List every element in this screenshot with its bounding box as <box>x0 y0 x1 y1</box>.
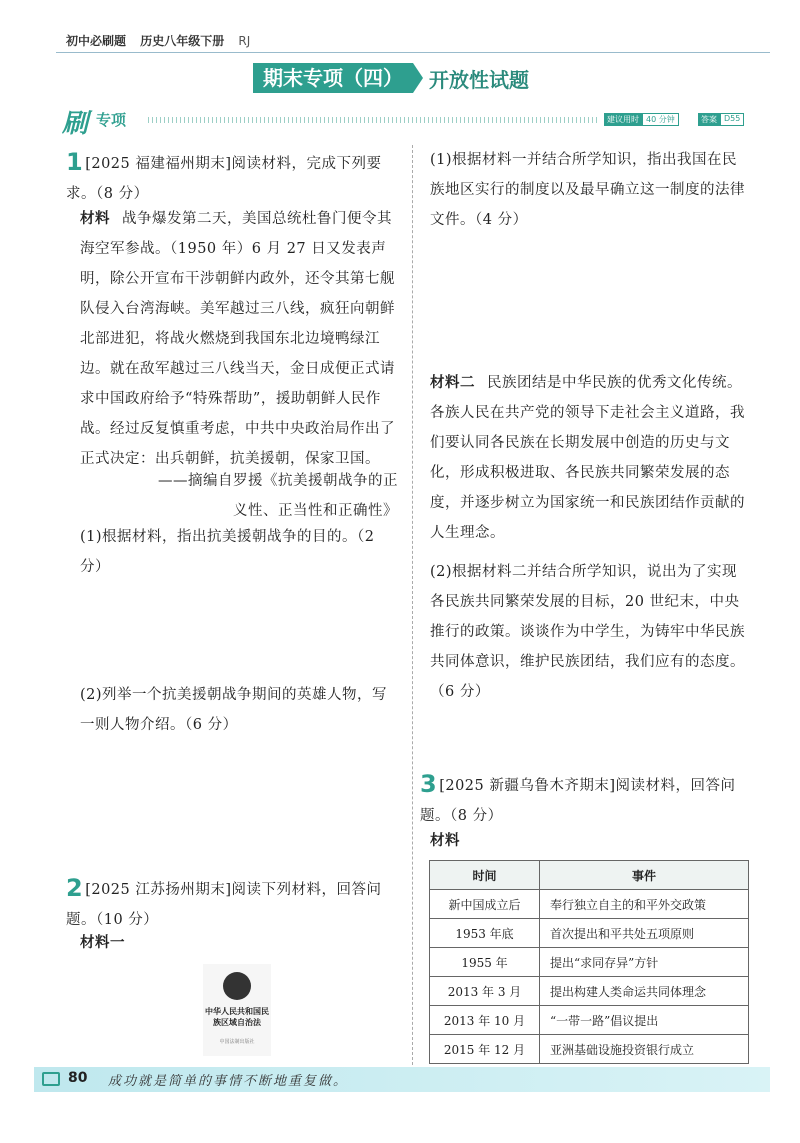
suggested-time <box>604 113 679 126</box>
material-label: 材料一 <box>80 935 125 951</box>
question-number: 3 <box>420 770 438 798</box>
question-3-stem <box>420 769 754 831</box>
table-header: 时间 <box>430 861 540 890</box>
law-book-cover-image <box>203 964 271 1056</box>
title-arrow-icon <box>413 63 423 93</box>
question-2-material2 <box>430 368 752 548</box>
question-number: 2 <box>66 874 84 902</box>
title-part1: 期末专项（四） <box>253 63 413 93</box>
running-header <box>66 32 260 49</box>
national-emblem-icon <box>223 972 251 1000</box>
time-value: 40 分钟 <box>642 113 679 126</box>
table-cell: 首次提出和平共处五项原则 <box>540 919 749 948</box>
table-row <box>430 919 749 948</box>
header-divider <box>56 52 770 53</box>
question-number: 1 <box>66 148 84 176</box>
events-table <box>429 860 749 1064</box>
question-2-stem <box>66 873 402 935</box>
table-header: 事件 <box>540 861 749 890</box>
table-row <box>430 1006 749 1035</box>
book-name: 初中必刷题 <box>66 34 127 48</box>
table-cell: 奉行独立自主的和平外交政策 <box>540 890 749 919</box>
question-2-sub1: (1)根据材料一并结合所学知识，指出我国在民族地区实行的制度以及最早确立这一制度的法律文件。（4 分） <box>430 152 745 228</box>
table-cell: 新中国成立后 <box>430 890 540 919</box>
page-number: 80 <box>68 1070 88 1086</box>
column-divider <box>412 145 413 1065</box>
table-row <box>430 1035 749 1064</box>
material-text: 民族团结是中华民族的优秀文化传统。各族人民在共产党的领导下走社会主义道路，我们要认同各民族在长期发展中创造的历史与文化，形成积极进取、各民族共同繁荣发展的态度，并逐步树立为国家统一和民族团结作贡献的人生理念。 <box>430 375 745 541</box>
question-text: [2025 新疆乌鲁木齐期末]阅读材料，回答问题。（8 分） <box>420 778 736 824</box>
section-brand: 刷 <box>62 109 89 139</box>
question-1-sub2: (2)列举一个抗美援朝战争期间的英雄人物，写一则人物介绍。（6 分） <box>80 687 388 733</box>
section-name: 专项 <box>96 111 127 129</box>
material-text: 战争爆发第二天，美国总统杜鲁门便令其海空军参战。（1950 年）6 月 27 日又发表声明，除公开宣布干涉朝鲜内政外，还令其第七舰队侵入台湾海峡。美军越过三八线，疯狂向朝鲜北部进犯，将战火燃烧到我国东北边境鸭绿江边。就在敌军越过三八线当天，金日成便正式请求中国政府给予“特殊帮助”，援助朝鲜人民作战。经过反复慎重考虑，中共中央政治局作出了正式决定：出兵朝鲜，抗美援朝，保家卫国。 <box>80 211 395 467</box>
material-source: ——摘编自罗援《抗美援朝战争的正义性、正当性和正确性》 <box>158 473 398 519</box>
table-cell: 亚洲基础设施投资银行成立 <box>540 1035 749 1064</box>
question-1-sub1: (1)根据材料，指出抗美援朝战争的目的。（2 分） <box>80 529 375 575</box>
page-footer <box>34 1067 770 1092</box>
material-label: 材料 <box>430 833 460 849</box>
table-cell: 2013 年 10 月 <box>430 1006 540 1035</box>
edition-label: RJ <box>238 34 251 48</box>
question-text: [2025 福建福州期末]阅读材料，完成下列要求。（8 分） <box>66 156 382 202</box>
table-row <box>430 890 749 919</box>
question-1-stem <box>66 147 402 209</box>
section-bar <box>62 103 754 139</box>
question-1-material <box>80 204 398 474</box>
title-part2: 开放性试题 <box>429 67 529 92</box>
subject-name: 历史八年级下册 <box>140 34 225 48</box>
table-cell: 1953 年底 <box>430 919 540 948</box>
page-title <box>253 63 529 93</box>
material-label: 材料 <box>80 211 110 227</box>
footer-motto: 成功就是简单的事情不断地重复做。 <box>108 1074 349 1089</box>
table-row <box>430 948 749 977</box>
table-cell: “一带一路”倡议提出 <box>540 1006 749 1035</box>
table-row <box>430 977 749 1006</box>
table-cell: 提出“求同存异”方针 <box>540 948 749 977</box>
dotted-rule <box>148 117 598 123</box>
material-label: 材料二 <box>430 375 475 391</box>
answer-value: D55 <box>720 113 744 126</box>
question-3-material-label <box>430 826 630 856</box>
book-cover-title: 中华人民共和国民族区域自治法 <box>205 1007 269 1027</box>
table-cell: 1955 年 <box>430 948 540 977</box>
table-cell: 2013 年 3 月 <box>430 977 540 1006</box>
question-2-sub2: (2)根据材料二并结合所学知识，说出为了实现各民族共同繁荣发展的目标，20 世纪末，中央推行的政策。谈谈作为中学生，为铸牢中华民族共同体意识，维护民族团结，我们应有的态度。（6 分） <box>430 564 745 700</box>
table-cell: 提出构建人类命运共同体理念 <box>540 977 749 1006</box>
book-icon <box>42 1072 60 1086</box>
question-text: [2025 江苏扬州期末]阅读下列材料，回答问题。（10 分） <box>66 882 382 928</box>
table-cell: 2015 年 12 月 <box>430 1035 540 1064</box>
material1-label <box>80 928 280 958</box>
time-label: 建议用时 <box>604 113 642 126</box>
book-cover-publisher: 中国法制出版社 <box>219 1039 255 1045</box>
answer-ref <box>698 113 744 126</box>
answer-label: 答案 <box>698 113 720 126</box>
